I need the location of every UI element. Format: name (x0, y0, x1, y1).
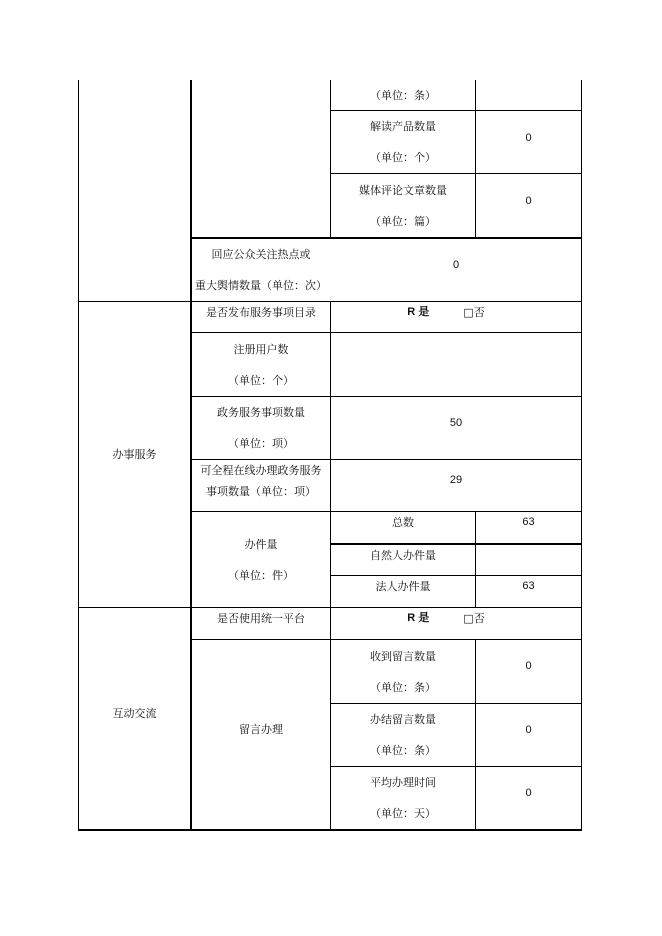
shoudao-value-cell (476, 640, 581, 693)
jiedu-label-cell (331, 111, 475, 173)
zhuce-label-cell (192, 333, 330, 396)
shoudao-label-cell (331, 640, 475, 703)
hudong-section-title: 互动交流 (112, 707, 157, 720)
quanzaixian-label-1: 可全程在线办理政务服务 (200, 464, 322, 477)
jiedu-unit: （单位：个） (370, 151, 436, 164)
shoudao-unit: （单位：条） (370, 680, 436, 694)
liuyan-label-cell (192, 640, 330, 818)
meiti-value-cell (476, 174, 581, 228)
banjie-label-cell (331, 704, 475, 766)
pingjun-unit: （单位：天） (370, 807, 436, 820)
banjie-value-cell (476, 704, 581, 756)
quanzaixian-label-2: 事项数量（单位：项） (206, 485, 316, 498)
line (581, 80, 582, 830)
banjian-label: 办件量 (244, 537, 278, 551)
banjie-value: 0 (525, 723, 532, 736)
quanzaixian-value-cell (331, 460, 581, 501)
quanzaixian-value: 29 (449, 474, 463, 486)
zongshu-label: 总数 (392, 515, 414, 529)
zhengwu-label: 政务服务事项数量 (217, 406, 305, 419)
ziranren-label-cell (331, 545, 475, 565)
tongyi-choice-cell (331, 608, 581, 628)
pingjun-label-cell (331, 767, 475, 829)
huiying-label-1: 回应公众关注热点或 (211, 248, 311, 261)
banjie-unit: （单位：条） (370, 744, 436, 757)
pingjun-value-cell (476, 767, 581, 819)
meiti-value: 0 (525, 194, 532, 207)
jiedu-value-cell (476, 111, 581, 165)
tongyi-yes-checkbox: R 是 (407, 611, 430, 624)
jiedu-label: 解读产品数量 (370, 120, 436, 133)
meiti-label-cell (331, 174, 475, 237)
ziranren-value-cell (476, 545, 581, 565)
zhuce-unit: （单位：个） (228, 373, 294, 387)
meiti-unit: （单位：篇） (370, 214, 436, 228)
faren-value: 63 (522, 579, 535, 592)
fabu-label-cell (192, 302, 330, 322)
faren-label-cell (331, 576, 475, 596)
zhengwu-label-cell (192, 397, 330, 459)
tongyi-no-checkbox: □否 (463, 611, 485, 625)
banshi-section-title: 办事服务 (112, 448, 157, 461)
huiying-label-2: 重大舆情数量（单位：次） (195, 279, 327, 292)
zhuce-label: 注册用户数 (233, 342, 289, 356)
huiying-label-cell (192, 239, 330, 301)
zongshu-label-cell (331, 512, 475, 532)
fabu-label: 是否发布服务事项目录 (206, 305, 316, 319)
meiti-label: 媒体评论文章数量 (359, 183, 447, 197)
quanzaixian-label-cell (192, 460, 330, 502)
zhengwu-unit: （单位：项） (228, 437, 294, 450)
fabu-choice-cell (331, 302, 581, 322)
zhengwu-value: 50 (449, 416, 463, 429)
pingjun-value: 0 (525, 786, 532, 799)
banjian-unit: （单位：件） (228, 568, 294, 582)
shoudao-label: 收到留言数量 (370, 649, 436, 663)
unit-tiao-cell (331, 80, 475, 110)
faren-label: 法人办件量 (375, 579, 431, 593)
unit-tiao-text: （单位：条） (370, 88, 436, 102)
huiying-value: 0 (452, 258, 460, 271)
pingjun-label: 平均办理时间 (370, 776, 436, 789)
fabu-no-checkbox: □否 (463, 305, 485, 319)
zongshu-value-cell (476, 512, 581, 532)
faren-value-cell (476, 576, 581, 596)
jiedu-value: 0 (525, 131, 532, 144)
ziranren-label: 自然人办件量 (370, 548, 436, 562)
tongyi-label: 是否使用统一平台 (217, 611, 305, 625)
banjie-label: 办结留言数量 (370, 713, 436, 726)
zongshu-value: 63 (522, 515, 535, 528)
zhengwu-value-cell (331, 397, 581, 449)
fabu-yes-checkbox: R 是 (407, 305, 430, 318)
huiying-value-cell (331, 239, 581, 291)
zhuce-value-cell (331, 333, 581, 396)
shoudao-value: 0 (525, 660, 532, 672)
liuyan-label: 留言办理 (239, 722, 283, 736)
tongyi-label-cell (192, 608, 330, 628)
banjian-label-cell (192, 512, 330, 607)
